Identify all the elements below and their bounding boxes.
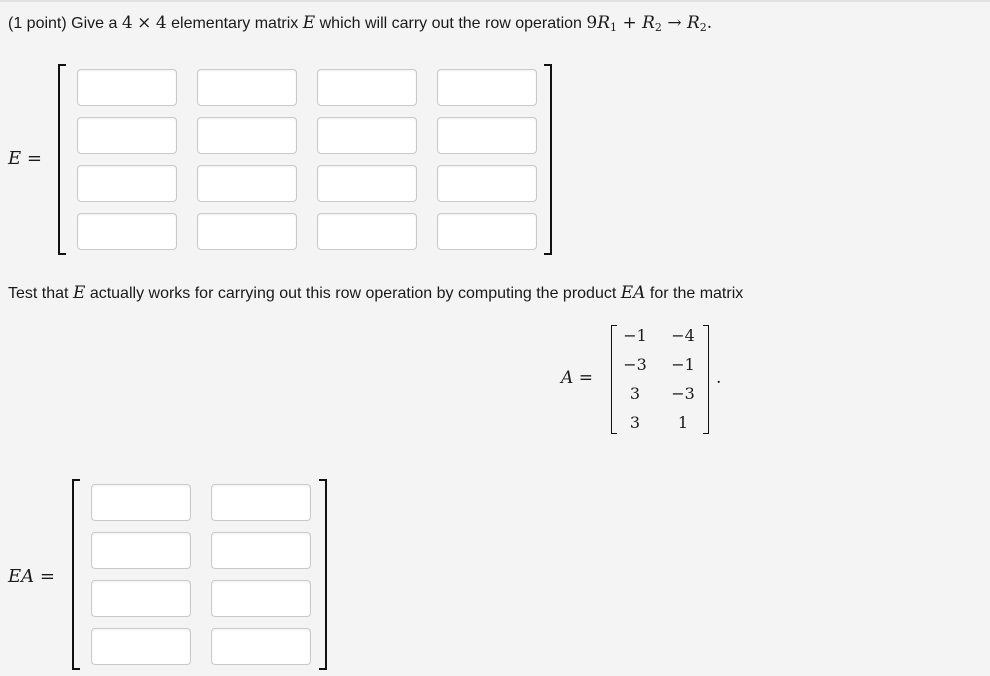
ea-matrix-right-bracket — [319, 479, 327, 670]
test-statement — [8, 283, 743, 303]
e-matrix-input-r1-c2[interactable] — [197, 69, 297, 106]
matrix-e-symbol: E — [302, 13, 316, 33]
test-matrix-e-symbol: E — [72, 283, 86, 303]
a-matrix-name: A — [561, 368, 574, 388]
e-matrix-input-r4-c2[interactable] — [197, 213, 297, 250]
top-divider — [0, 0, 990, 2]
e-matrix-input-r2-c4[interactable] — [437, 117, 537, 154]
e-matrix-equals: = — [26, 148, 42, 169]
op-target: R — [686, 13, 700, 33]
op-period: . — [706, 13, 713, 33]
e-matrix-input-r4-c3[interactable] — [317, 213, 417, 250]
a-matrix-entry-r3-c2: −3 — [671, 384, 695, 403]
ea-matrix-input-r1-c1[interactable] — [91, 484, 191, 521]
op-coefficient: 9 — [586, 13, 598, 33]
e-matrix-left-bracket — [58, 64, 66, 255]
a-matrix-entry-r2-c2: −1 — [671, 355, 695, 374]
e-matrix-input-r3-c4[interactable] — [437, 165, 537, 202]
ea-matrix-input-r4-c2[interactable] — [211, 628, 311, 665]
a-matrix-entry-r4-c2: 1 — [677, 413, 689, 432]
e-matrix-input-r1-c4[interactable] — [437, 69, 537, 106]
ea-matrix-input-r3-c1[interactable] — [91, 580, 191, 617]
ea-matrix-input-r3-c2[interactable] — [211, 580, 311, 617]
a-matrix-entry-r1-c1: −1 — [623, 326, 647, 345]
a-matrix-period: . — [716, 368, 722, 388]
problem-statement — [8, 13, 712, 33]
a-matrix-entry-r1-c2: −4 — [671, 326, 695, 345]
a-matrix-label — [561, 368, 593, 388]
test-rest-text: actually works for carrying out this row operation by computing the product — [89, 285, 617, 302]
op-arrow: → — [667, 13, 682, 33]
size-m: 4 — [155, 13, 167, 33]
op-row1-sub: 1 — [610, 21, 618, 34]
a-matrix-entry-r4-c1: 3 — [629, 413, 641, 432]
elementary-matrix-text: elementary matrix — [171, 15, 299, 32]
test-that-text: Test that — [8, 285, 69, 302]
op-target-sub: 2 — [699, 21, 707, 34]
row-operation — [586, 13, 712, 33]
give-a-text: Give a — [71, 15, 118, 32]
ea-matrix-name: EA — [8, 566, 35, 587]
e-matrix-input-r2-c1[interactable] — [77, 117, 177, 154]
e-matrix-name: E — [8, 148, 22, 169]
ea-matrix-input-r2-c1[interactable] — [91, 532, 191, 569]
e-matrix-input-r3-c3[interactable] — [317, 165, 417, 202]
ea-matrix-input-r4-c1[interactable] — [91, 628, 191, 665]
e-matrix-input-r4-c1[interactable] — [77, 213, 177, 250]
e-matrix-input-r2-c3[interactable] — [317, 117, 417, 154]
a-matrix-entry-r2-c1: −3 — [623, 355, 647, 374]
points-label: (1 point) — [8, 15, 67, 32]
ea-matrix-input-grid — [91, 484, 311, 665]
e-matrix-input-r2-c2[interactable] — [197, 117, 297, 154]
which-will-text: which will carry out the row operation — [319, 15, 582, 32]
size-n: 4 — [121, 13, 133, 33]
e-matrix-label — [8, 148, 42, 169]
product-ea-symbol: EA — [620, 283, 646, 303]
ea-matrix-input-r1-c2[interactable] — [211, 484, 311, 521]
e-matrix-input-grid — [77, 69, 537, 250]
ea-matrix-left-bracket — [72, 479, 80, 670]
op-plus: + — [622, 13, 637, 33]
e-matrix-input-r1-c1[interactable] — [77, 69, 177, 106]
e-matrix-right-bracket — [544, 64, 552, 255]
e-matrix-input-r4-c4[interactable] — [437, 213, 537, 250]
a-matrix-equals: = — [578, 368, 593, 388]
times-symbol: × — [137, 13, 152, 33]
a-matrix-values — [615, 326, 705, 436]
e-matrix-input-r3-c1[interactable] — [77, 165, 177, 202]
op-row1: R — [597, 13, 611, 33]
e-matrix-input-r3-c2[interactable] — [197, 165, 297, 202]
e-matrix-input-r1-c3[interactable] — [317, 69, 417, 106]
op-row2-sub: 2 — [654, 21, 662, 34]
ea-matrix-label — [8, 566, 55, 587]
op-row2: R — [642, 13, 655, 33]
a-matrix-entry-r3-c1: 3 — [629, 384, 641, 403]
ea-matrix-equals: = — [39, 566, 55, 587]
for-the-matrix-text: for the matrix — [649, 285, 744, 302]
ea-matrix-input-r2-c2[interactable] — [211, 532, 311, 569]
